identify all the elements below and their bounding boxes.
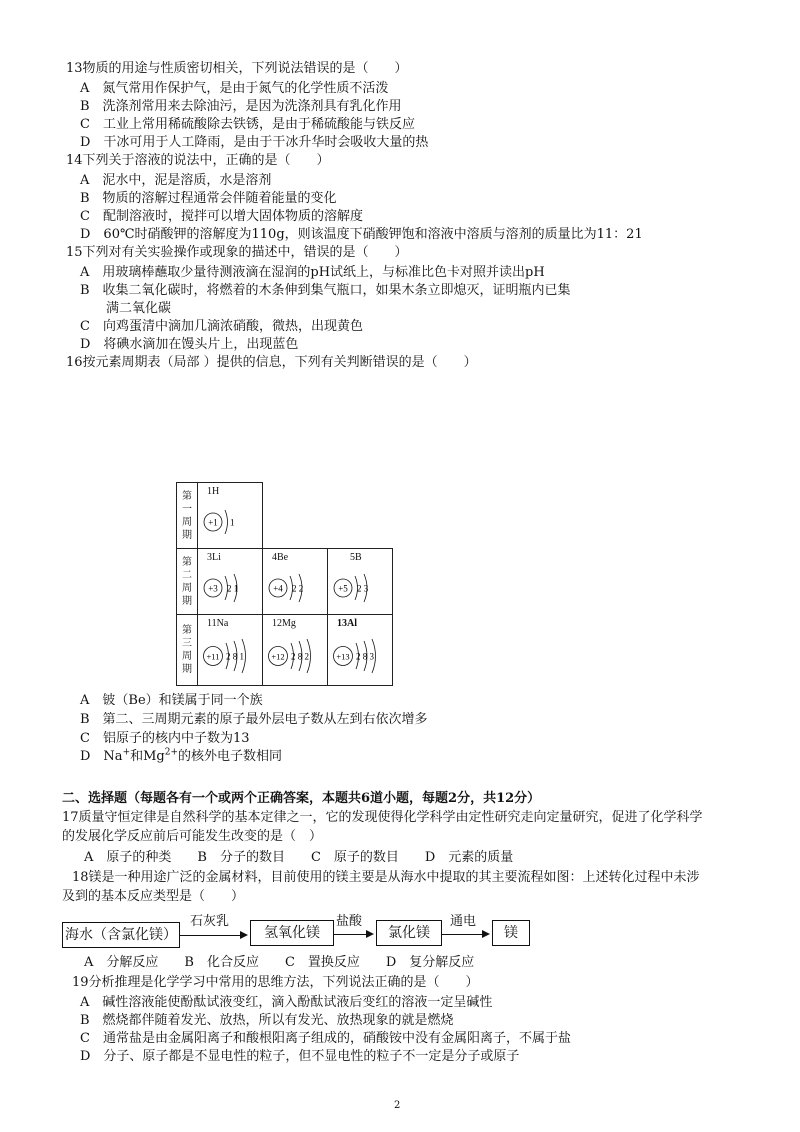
q14-option-a: A 泥水中，泥是溶质，水是溶剂 bbox=[80, 173, 272, 188]
q19-stem: 19分析推理是化学学习中常用的思维方法，下列说法正确的是（ ） bbox=[72, 975, 479, 990]
symbol-mg: 12Mg bbox=[272, 618, 296, 629]
q18-line-2: 及到的基本反应类型是（ ） bbox=[62, 889, 245, 904]
q13-option-b: B 洗涤剂常用来去除油污，是因为洗涤剂具有乳化作用 bbox=[80, 99, 402, 114]
q17-options: A 原子的种类 B 分子的数目 C 原子的数目 D 元素的质量 bbox=[84, 850, 514, 865]
symbol-al: 13Al bbox=[337, 618, 357, 629]
flow-label-lime-milk: 石灰乳 bbox=[190, 914, 230, 929]
q19-option-c: C 通常盐是由金属阳离子和酸根阳离子组成的，硝酸铵中没有金属阳离子，不属于盐 bbox=[80, 1031, 571, 1046]
shells-al: 2 8 3 bbox=[356, 651, 374, 662]
q15-option-a: A 用玻璃棒蘸取少量待测液滴在湿润的pH试纸上，与标准比色卡对照并读出pH bbox=[80, 265, 545, 280]
element-cell-b bbox=[328, 549, 393, 615]
q16-option-d: D Na+和$Mg^{2+}$的核外电子数相同 bbox=[80, 747, 283, 764]
q18-options: A 分解反应 B 化合反应 C 置换反应 D 复分解反应 bbox=[84, 955, 475, 970]
period-3-label: 第三周期 bbox=[177, 615, 198, 686]
flow-box-seawater: 海水（含氯化镁） bbox=[62, 922, 180, 948]
flow-box-mg: 镁 bbox=[492, 920, 530, 946]
shells-li: 2 1 bbox=[227, 583, 239, 594]
q16-stem: 16按元素周期表（局部 ）提供的信息，下列有关判断错误的是（ ） bbox=[66, 355, 477, 370]
flow-arrow-3 bbox=[442, 934, 488, 935]
q15-option-b-cont: 满二氧化碳 bbox=[80, 301, 172, 316]
q18-line-1: 18镁是一种用途广泛的金属材料，目前使用的镁主要是从海水中提取的其主要流程如图：上述转化过程中未涉 bbox=[72, 870, 700, 885]
symbol-li: 3Li bbox=[207, 552, 221, 563]
element-cell-h bbox=[198, 483, 263, 549]
flow-box-mg-chloride: 氯化镁 bbox=[376, 920, 442, 946]
q13-option-a: A 氮气常用作保护气，是由于氮气的化学性质不活泼 bbox=[80, 81, 389, 96]
q19-option-a: A 碱性溶液能使酚酞试液变红，滴入酚酞试液后变红的溶液一定呈碱性 bbox=[80, 995, 493, 1010]
q14-stem: 14下列关于溶液的说法中，正确的是（ ） bbox=[66, 153, 330, 168]
flow-box-mg-hydroxide: 氢氧化镁 bbox=[250, 920, 334, 946]
q16-option-a: A 铍（Be）和镁属于同一个族 bbox=[80, 693, 263, 708]
nucleus-al: +13 bbox=[336, 651, 350, 662]
symbol-b: 5B bbox=[350, 552, 362, 563]
symbol-na: 11Na bbox=[207, 618, 229, 629]
nucleus-b: +5 bbox=[338, 583, 348, 594]
q15-option-b: B 收集二氧化碳时，将燃着的木条伸到集气瓶口，如果木条立即熄灭，证明瓶内已集 bbox=[80, 283, 571, 298]
q15-option-d: D 将碘水滴加在馒头片上，出现蓝色 bbox=[80, 337, 299, 352]
q19-option-d: D 分子、原子都是不显电性的粒子，但不显电性的粒子不一定是分子或原子 bbox=[80, 1049, 520, 1064]
element-cell-al bbox=[328, 615, 393, 686]
element-cell-na bbox=[198, 615, 263, 686]
element-cell-be bbox=[263, 549, 328, 615]
nucleus-li: +3 bbox=[208, 583, 218, 594]
q16-option-b: B 第二、三周期元素的原子最外层电子数从左到右依次增多 bbox=[80, 712, 428, 727]
atom-diagram-al bbox=[333, 633, 391, 679]
period-1-label: 第一周期 bbox=[177, 483, 198, 549]
atom-diagram-na bbox=[203, 633, 261, 679]
flow-arrow-1 bbox=[180, 935, 246, 936]
shells-na: 2 8 1 bbox=[226, 651, 244, 662]
q14-option-b: B 物质的溶解过程通常会伴随着能量的变化 bbox=[80, 191, 337, 206]
atom-diagram-mg bbox=[268, 633, 326, 679]
atom-diagram-be bbox=[268, 565, 326, 611]
shells-h: 1 bbox=[230, 517, 235, 528]
atom-diagram-b bbox=[333, 565, 391, 611]
atom-diagram-h bbox=[203, 499, 261, 545]
q14-option-c: C 配制溶液时，搅拌可以增大固体物质的溶解度 bbox=[80, 209, 363, 224]
q16-option-c: C 铝原子的核内中子数为13 bbox=[80, 731, 250, 746]
symbol-be: 4Be bbox=[272, 552, 289, 563]
q17-line-2: 的发展化学反应前后可能发生改变的是（ ） bbox=[62, 829, 323, 844]
element-cell-mg bbox=[263, 615, 328, 686]
element-cell-li bbox=[198, 549, 263, 615]
period-2-label: 第二周期 bbox=[177, 549, 198, 615]
symbol-h: 1H bbox=[207, 486, 220, 497]
q13-stem: 13物质的用途与性质密切相关，下列说法错误的是（ ） bbox=[66, 61, 408, 76]
shells-be: 2 2 bbox=[292, 583, 304, 594]
nucleus-mg: +12 bbox=[271, 651, 285, 662]
q13-option-c: C 工业上常用稀硫酸除去铁锈，是由于稀硫酸能与铁反应 bbox=[80, 117, 415, 132]
shells-mg: 2 8 2 bbox=[291, 651, 309, 662]
nucleus-be: +4 bbox=[273, 583, 283, 594]
q15-stem: 15下列对有关实验操作或现象的描述中，错误的是（ ） bbox=[66, 245, 408, 260]
q14-option-d: D 60℃时硝酸钾的溶解度为110g，则该温度下硝酸钾饱和溶液中溶质与溶剂的质量比为11：21 bbox=[80, 227, 643, 242]
shells-b: 2 3 bbox=[357, 583, 369, 594]
q13-option-d: D 干冰可用于人工降雨，是由于干冰升华时会吸收大量的热 bbox=[80, 135, 429, 150]
q17-line-1: 17质量守恒定律是自然科学的基本定律之一，它的发现使得化学科学由定性研究走向定量研究，促进了化学科学 bbox=[62, 810, 703, 825]
periodic-table-excerpt bbox=[176, 482, 393, 686]
q15-option-c: C 向鸡蛋清中滴加几滴浓硝酸，微热，出现黄色 bbox=[80, 319, 363, 334]
atom-diagram-li bbox=[203, 565, 261, 611]
flow-arrow-2 bbox=[334, 934, 372, 935]
nucleus-h: +1 bbox=[208, 517, 218, 528]
section-2-heading: 二、选择题（每题各有一个或两个正确答案，本题共6道小题，每题2分，共12分） bbox=[62, 791, 541, 806]
nucleus-na: +11 bbox=[206, 651, 220, 662]
flow-label-hcl: 盐酸 bbox=[336, 914, 363, 929]
q19-option-b: B 燃烧都伴随着发光、放热，所以有发光、放热现象的就是燃烧 bbox=[80, 1013, 454, 1028]
flow-label-electrolysis: 通电 bbox=[450, 914, 477, 929]
page-number: 2 bbox=[394, 1100, 401, 1111]
